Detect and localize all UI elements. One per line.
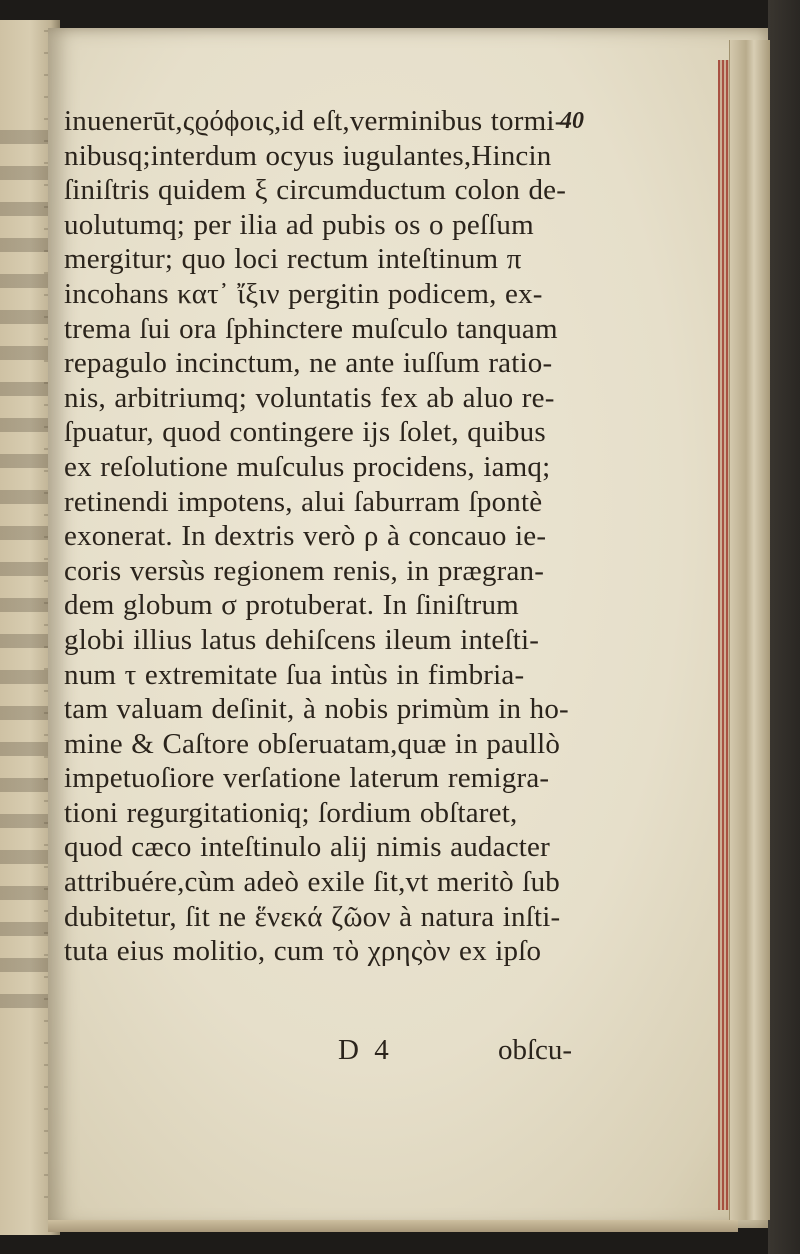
signature-mark: D 4 xyxy=(338,1034,393,1066)
text-line: inuenerūt,ςϱόϕοις,id eſt,verminibus tormi- xyxy=(64,105,565,137)
body-text xyxy=(64,104,624,969)
text-line: mine & Caſtore obſeruatam,quæ in paullò xyxy=(64,727,561,760)
text-line: attribuére,cùm adeò exile ſit,vt meritò ſub xyxy=(64,866,560,899)
text-line: uolutumq; per ilia ad pubis os ο peſſum xyxy=(64,208,534,241)
text-line: quod cæco inteſtinulo alij nimis audacter xyxy=(64,831,550,864)
text-line: tuta eius molitio, cum τὸ χρηςὸν ex ipſo xyxy=(64,935,542,968)
text-line: ſpuatur, quod contingere ijs ſolet, quibus xyxy=(64,416,546,449)
text-line: tioni regurgitationiq; ſordium obſtaret, xyxy=(64,796,518,829)
page-number: 40 xyxy=(560,108,584,134)
text-line: repagulo incinctum, ne ante iuſſum ratio- xyxy=(64,347,553,380)
page-bottom-edge xyxy=(48,1220,738,1232)
text-line: num τ extremitate ſua intùs in fimbria- xyxy=(64,658,525,691)
text-line: impetuoſiore verſatione laterum remigra- xyxy=(64,762,550,795)
text-line: ſiniſtris quidem ξ circumductum colon de- xyxy=(64,174,567,207)
text-line: retinendi impotens, alui ſaburram ſpontè xyxy=(64,485,543,518)
text-line: globi illius latus dehiſcens ileum inteſti- xyxy=(64,623,540,656)
catchword: obſcu- xyxy=(498,1034,573,1066)
text-line: dem globum σ protuberat. In ſiniſtrum xyxy=(64,589,519,622)
text-line: coris versùs regionem renis, in prægran- xyxy=(64,554,545,587)
page-footer xyxy=(64,1034,624,1070)
text-line: nibusq;interdum ocyus iugulantes,Hincin xyxy=(64,139,552,172)
binding-shadow xyxy=(768,0,800,1254)
text-line: nis, arbitriumq; voluntatis fex ab aluo re- xyxy=(64,381,555,414)
facing-page-bleed-through xyxy=(0,130,50,1030)
text-line: dubitetur, ſit ne ἕνεκά ζῶον à natura inſti- xyxy=(64,900,561,933)
text-line: trema ſui ora ſphinctere muſculo tanquam xyxy=(64,312,558,345)
page-fore-edge xyxy=(729,40,770,1220)
text-line: exonerat. In dextris verò ρ à concauo ie- xyxy=(64,520,547,553)
text-line: tam valuam deſinit, à nobis primùm in ho- xyxy=(64,693,569,726)
text-line: incohans κατ᾽ ἴξιν pergitin podicem, ex- xyxy=(64,277,543,310)
text-line: mergitur; quo loci rectum inteſtinum π xyxy=(64,243,522,276)
text-line: ex reſolutione muſculus procidens, iamq; xyxy=(64,450,551,483)
